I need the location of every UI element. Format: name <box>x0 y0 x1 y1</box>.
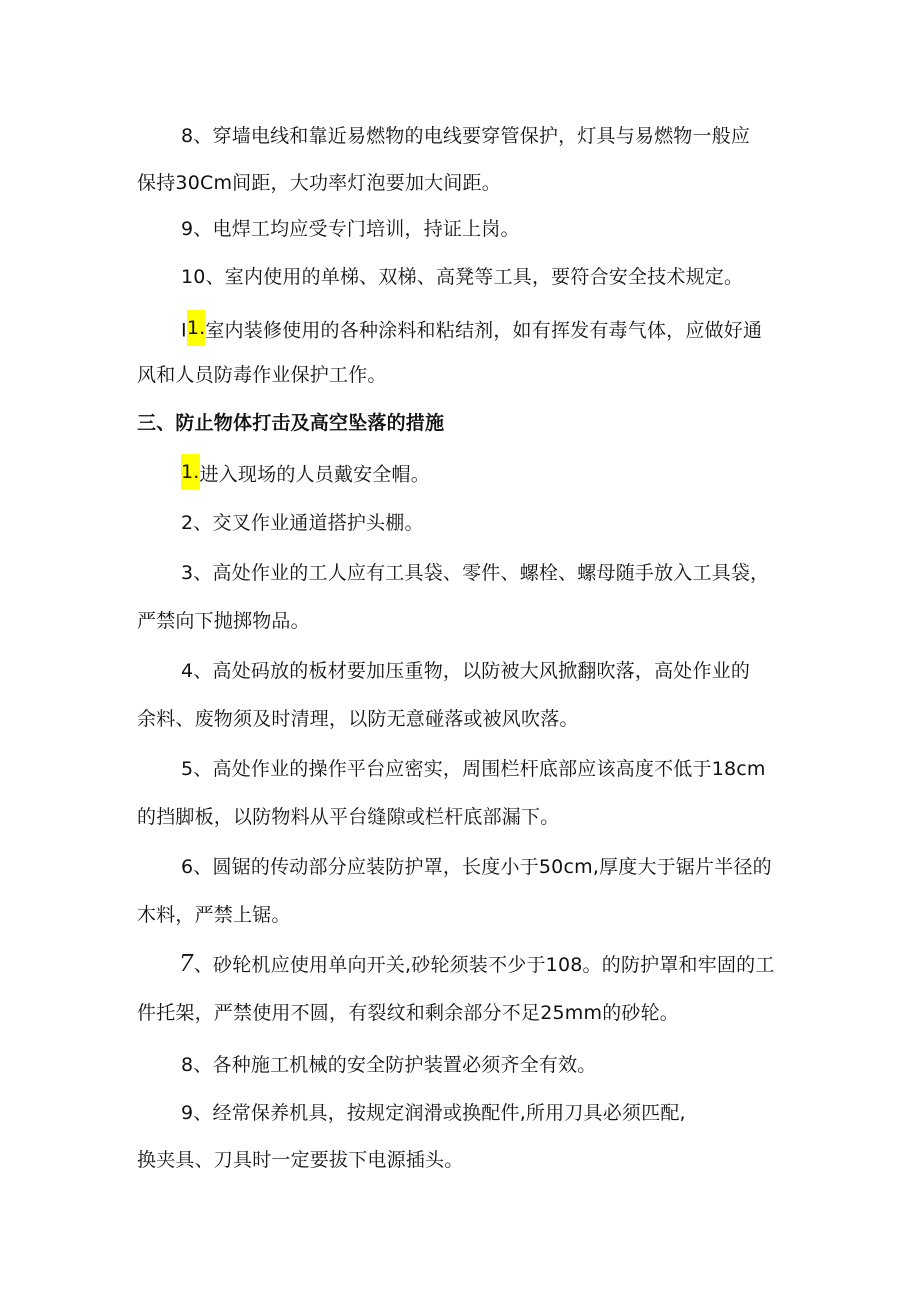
text-line-item-11 <box>181 316 762 346</box>
item-11-text: 室内装修使用的各种涂料和粘结剂，如有挥发有毒气体，应做好通 <box>205 319 763 342</box>
text-line-item-11-cont: 风和人员防毒作业保护工作。 <box>137 364 387 386</box>
text-line-s3-item-2: 2、交叉作业通道搭护头棚。 <box>181 512 424 534</box>
section-heading: 三、防止物体打击及高空坠落的措施 <box>137 412 445 434</box>
s3-item-1-text: 进入现场的人员戴安全帽。 <box>199 463 430 486</box>
text-line-s3-item-7-cont: 件托架，严禁使用不圆，有裂纹和剩余部分不足25mm的砂轮。 <box>137 1002 679 1024</box>
highlighted-number: 1. <box>187 310 206 346</box>
text-line-s3-item-1 <box>181 460 430 490</box>
text-line-s3-item-9: 9、经常保养机具，按规定润滑或换配件,所用刀具必须匹配, <box>181 1102 686 1124</box>
text-line-s3-item-5-cont: 的挡脚板，以防物料从平台缝隙或栏杆底部漏下。 <box>137 806 560 828</box>
text-line-s3-item-9-cont: 换夹具、刀具时一定要拔下电源插头。 <box>137 1149 464 1171</box>
text-line-s3-item-3: 3、高处作业的工人应有工具袋、零件、螺栓、螺母随手放入工具袋， <box>181 562 770 584</box>
text-line-s3-item-4: 4、高处码放的板材要加压重物，以防被大风掀翻吹落，高处作业的 <box>181 660 751 682</box>
text-line-s3-item-8: 8、各种施工机械的安全防护装置必须齐全有效。 <box>181 1054 597 1076</box>
text-line-s3-item-3-cont: 严禁向下抛掷物品。 <box>137 610 310 632</box>
text-line-s3-item-7 <box>179 951 775 978</box>
text-line-item-8-cont: 保持30Cm间距，大功率灯泡要加大间距。 <box>137 172 501 194</box>
highlighted-number: 1. <box>181 454 200 490</box>
text-line-s3-item-4-cont: 余料、废物须及时清理，以防无意碰落或被风吹落。 <box>137 708 579 730</box>
text-line-s3-item-6-cont: 木料，严禁上锯。 <box>137 904 291 926</box>
stray-prefix: I <box>181 319 187 342</box>
item-7-text: 、砂轮机应使用单向开关,砂轮须装不少于108。的防护罩和牢固的工 <box>193 954 775 976</box>
text-line-s3-item-5: 5、高处作业的操作平台应密实，周围栏杆底部应该高度不低于18cm <box>181 758 766 780</box>
text-line-item-9: 9、电焊工均应受专门培训，持证上岗。 <box>181 218 520 240</box>
text-line-item-10: 10、室内使用的单梯、双梯、高凳等工具，要符合安全技术规定。 <box>181 266 744 288</box>
item-7-number: 7 <box>179 951 194 977</box>
text-line-s3-item-6: 6、圆锯的传动部分应装防护罩，长度小于50cm,厚度大于锯片半径的 <box>181 856 772 878</box>
text-line-item-8: 8、穿墙电线和靠近易燃物的电线要穿管保护，灯具与易燃物一般应 <box>181 125 751 147</box>
